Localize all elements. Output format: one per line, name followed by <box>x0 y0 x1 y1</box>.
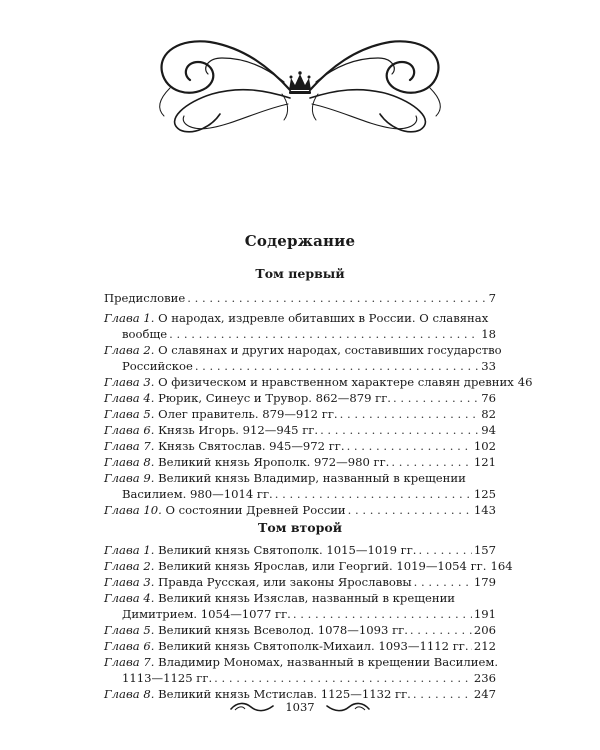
page-number: 125 <box>473 487 496 501</box>
chapter-label: Глава 3. <box>104 375 155 389</box>
entry-title-cont: 1113—1125 гг. <box>122 671 213 685</box>
entry-title: Владимир Мономах, названный в крещении Василием. <box>158 655 499 669</box>
toc-entry[interactable] <box>104 406 496 422</box>
entry-title-cont: Василием. 980—1014 гг. <box>122 487 273 501</box>
toc-entry[interactable] <box>104 374 533 390</box>
entry-title: О состоянии Древней России <box>165 503 346 517</box>
entry-title: Предисловие <box>104 291 186 305</box>
leader-dots <box>169 326 479 342</box>
entry-title: Великий князь Святополк-Михаил. 1093—1112 гг. <box>158 639 469 653</box>
page-footer <box>0 697 600 717</box>
leader-dots <box>293 606 472 622</box>
chapter-label: Глава 9. <box>104 471 155 485</box>
chapter-label: Глава 8. <box>104 687 155 701</box>
page-number: 121 <box>473 455 496 469</box>
toc-entry[interactable] <box>104 502 496 518</box>
toc-entry[interactable] <box>104 622 496 638</box>
entry-title-cont: Российское <box>122 359 193 373</box>
page-number: 46 <box>517 375 533 389</box>
entry-title: Великий князь Всеволод. 1078—1093 гг. <box>158 623 408 637</box>
leader-dots <box>414 574 472 590</box>
entry-title: О славянах и других народах, составивших государство <box>158 343 502 357</box>
entry-title: О народах, издревле обитавших в России. О славянах <box>158 311 489 325</box>
page-number: 212 <box>473 639 496 653</box>
chapter-label: Глава 8. <box>104 455 155 469</box>
volume-title: Том второй <box>258 520 342 535</box>
entry-title: Великий князь Ярослав, или Георгий. 1019—1054 гг. <box>158 559 487 573</box>
leader-dots <box>195 358 479 374</box>
toc-entry[interactable] <box>104 454 496 470</box>
leader-dots <box>348 502 472 518</box>
chapter-label: Глава 2. <box>104 559 155 573</box>
entry-title: Великий князь Владимир, названный в крещении <box>158 471 466 485</box>
toc-entry[interactable] <box>104 542 496 558</box>
toc-entry[interactable] <box>104 638 496 654</box>
page-number-footer: 1037 <box>285 700 315 714</box>
left-flourish-icon <box>229 700 275 714</box>
toc-entry[interactable] <box>104 590 496 622</box>
toc-entry[interactable] <box>104 422 496 438</box>
page-number: 76 <box>481 391 496 405</box>
toc-entry[interactable] <box>104 558 513 574</box>
chapter-label: Глава 3. <box>104 575 155 589</box>
crown-flourish-ornament <box>150 28 450 138</box>
page-number: 82 <box>481 407 496 421</box>
chapter-label: Глава 4. <box>104 591 155 605</box>
page-number: 164 <box>490 559 513 573</box>
leader-dots <box>275 486 472 502</box>
toc-entry[interactable] <box>104 310 496 342</box>
toc-list-volume-1 <box>104 290 533 518</box>
toc-title: Содержание <box>244 232 356 250</box>
entry-title: Правда Русская, или законы Ярославовы <box>158 575 412 589</box>
leader-dots <box>391 454 471 470</box>
chapter-label: Глава 5. <box>104 407 155 421</box>
leader-dots <box>187 290 486 306</box>
page-number: 7 <box>488 291 496 305</box>
chapter-label: Глава 10. <box>104 503 162 517</box>
toc-entry[interactable] <box>104 342 502 374</box>
page-number: 236 <box>473 671 496 685</box>
chapter-label: Глава 4. <box>104 391 155 405</box>
leader-dots <box>340 406 480 422</box>
page-number: 157 <box>473 543 496 557</box>
entry-title: Князь Игорь. 912—945 гг. <box>158 423 319 437</box>
entry-title: Великий князь Ярополк. 972—980 гг. <box>158 455 390 469</box>
page-number: 18 <box>481 327 496 341</box>
chapter-label: Глава 5. <box>104 623 155 637</box>
crown-icon <box>289 71 311 94</box>
leader-dots <box>393 390 479 406</box>
page-number: 102 <box>473 439 496 453</box>
entry-title: Рюрик, Синеус и Трувор. 862—879 гг. <box>158 391 391 405</box>
entry-title: Великий князь Изяслав, названный в крещении <box>158 591 456 605</box>
toc-list-volume-2 <box>104 542 513 702</box>
page-number: 143 <box>473 503 496 517</box>
page-number: 179 <box>473 575 496 589</box>
leader-dots <box>214 670 472 686</box>
toc-entry[interactable] <box>104 290 496 306</box>
toc-entry[interactable] <box>104 390 496 406</box>
chapter-label: Глава 1. <box>104 311 155 325</box>
entry-title: Великий князь Мстислав. 1125—1132 гг. <box>158 687 411 701</box>
leader-dots <box>320 422 479 438</box>
right-flourish-icon <box>325 700 371 714</box>
chapter-label: Глава 7. <box>104 655 155 669</box>
toc-entry[interactable] <box>104 438 496 454</box>
chapter-label: Глава 7. <box>104 439 155 453</box>
volume-title: Том первый <box>255 266 345 281</box>
leader-dots <box>347 438 472 454</box>
chapter-label: Глава 2. <box>104 343 155 357</box>
chapter-label: Глава 6. <box>104 639 155 653</box>
leader-dots <box>418 542 471 558</box>
entry-title-cont: Димитрием. 1054—1077 гг. <box>122 607 291 621</box>
entry-title: О физическом и нравственном характере славян древних <box>158 375 514 389</box>
chapter-label: Глава 1. <box>104 543 155 557</box>
entry-title-cont: вообще <box>122 327 168 341</box>
toc-entry[interactable] <box>104 470 496 502</box>
page-number: 247 <box>473 687 496 701</box>
entry-title: Великий князь Святополк. 1015—1019 гг. <box>158 543 417 557</box>
toc-entry[interactable] <box>104 654 499 686</box>
page-number: 94 <box>481 423 496 437</box>
page-number: 33 <box>481 359 496 373</box>
entry-title: Олег правитель. 879—912 гг. <box>158 407 338 421</box>
page-number: 191 <box>473 607 496 621</box>
toc-entry[interactable] <box>104 574 496 590</box>
chapter-label: Глава 6. <box>104 423 155 437</box>
entry-title: Князь Святослав. 945—972 гг. <box>158 439 345 453</box>
page-number: 206 <box>473 623 496 637</box>
leader-dots <box>471 638 472 654</box>
leader-dots <box>410 622 472 638</box>
